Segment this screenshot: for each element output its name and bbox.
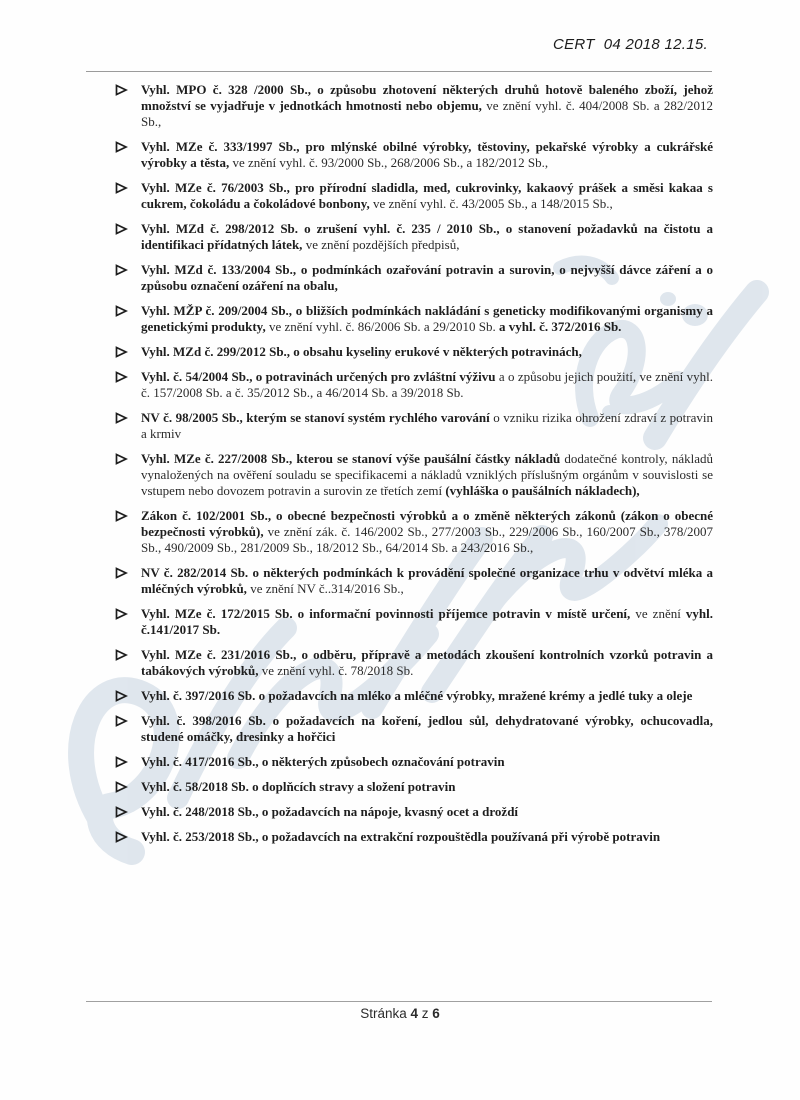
arrow-bullet-icon xyxy=(115,264,128,276)
arrow-bullet-icon xyxy=(115,453,128,465)
list-item xyxy=(95,508,713,556)
arrow-bullet-icon xyxy=(115,831,128,843)
header-doc-reference: CERT 04 2018 12.15. xyxy=(553,36,708,53)
text-run: Vyhl. č. 398/2016 Sb. o požadavcích na koření, jedlou sůl, dehydratované výrobky, ochucovadla, studené omáčky, dresinky a hořčici xyxy=(141,713,713,744)
text-run: Vyhl. č. 417/2016 Sb., o některých způsobech označování potravin xyxy=(141,754,505,769)
list-item xyxy=(95,754,713,770)
arrow-bullet-icon xyxy=(115,756,128,768)
text-run: Vyhl. MZd č. 299/2012 Sb., o obsahu kyseliny erukové v některých potravinách, xyxy=(141,344,582,359)
text-run: ve znění vyhl. č. 43/2005 Sb., a 148/2015 Sb., xyxy=(369,196,613,211)
text-run: ve znění zák. č. 146/2002 Sb., 277/2003 Sb., 229/2006 Sb., 160/2007 Sb., 378/2007 Sb., 490/2009 Sb., 281/2009 Sb., 18/2012 Sb., 64/2014 Sb. a 243/2016 Sb., xyxy=(141,524,713,555)
text-run: ve znění NV č..314/2016 Sb., xyxy=(246,581,404,596)
footer-label: Stránka xyxy=(360,1006,411,1021)
list-item xyxy=(95,779,713,795)
arrow-bullet-icon xyxy=(115,346,128,358)
text-run: Vyhl. MZd č. 298/2012 Sb. o zrušení vyhl. č. 235 / 2010 Sb., o stanovení požadavků na čistotu a identifikaci přídatných látek, xyxy=(141,221,713,252)
text-run: Zákon č. 102/2001 Sb., o obecné bezpečnosti výrobků a o změně některých zákonů (zákon o obecné bezpečnosti výrobků), xyxy=(141,508,713,539)
text-run: a o způsobu jejich použití, ve znění vyhl. č. 157/2008 Sb. a č. 35/2012 Sb., a 46/2014 Sb. a 39/2018 Sb. xyxy=(141,369,713,400)
text-run: a vyhl. č. 372/2016 Sb. xyxy=(498,319,622,334)
arrow-bullet-icon xyxy=(115,608,128,620)
list-item xyxy=(95,804,713,820)
list-item xyxy=(95,344,713,360)
arrow-bullet-icon xyxy=(115,141,128,153)
arrow-bullet-icon xyxy=(115,182,128,194)
arrow-bullet-icon xyxy=(115,567,128,579)
text-run: Vyhl. MZd č. 133/2004 Sb., o podmínkách ozařování potravin a surovin, o nejvyšší dávce záření a o způsobu označení ozáření na obalu, xyxy=(141,262,713,293)
list-item xyxy=(95,221,713,253)
arrow-bullet-icon xyxy=(115,715,128,727)
list-item xyxy=(95,139,713,171)
text-run: Vyhl. MZe č. 76/2003 Sb., pro přírodní sladidla, med, cukrovinky, kakaový prášek a směsi kakaa s cukrem, čokoládu a čokoládové bonbony, xyxy=(141,180,713,211)
arrow-bullet-icon xyxy=(115,690,128,702)
text-run: ve znění vyhl. č. 78/2018 Sb. xyxy=(258,663,414,678)
list-item xyxy=(95,303,713,335)
list-item xyxy=(95,713,713,745)
text-run: Vyhl. č. 253/2018 Sb., o požadavcích na extrakční rozpouštědla používaná při výrobě potravin xyxy=(141,829,661,844)
list-item xyxy=(95,647,713,679)
list-item xyxy=(95,688,713,704)
list-item xyxy=(95,82,713,130)
footer-current-page: 4 xyxy=(410,1006,418,1021)
text-run: Vyhl. MŽP č. 209/2004 Sb., o bližších podmínkách nakládání s geneticky modifikovanými organismy a genetickými produkty, xyxy=(141,303,713,334)
text-run: dodatečné kontroly, nákladů vynaložených na ověření souladu se specifikacemi a nákladů vzniklých příslušným orgánům v souvislosti se vstupem nebo dovozem potravin a surovin ze třetích zemí xyxy=(141,451,713,498)
text-run: Vyhl. č. 248/2018 Sb., o požadavcích na nápoje, kvasný ocet a droždí xyxy=(141,804,519,819)
text-run: Vyhl. MZe č. 227/2008 Sb., kterou se stanoví výše paušální částky nákladů xyxy=(141,451,561,466)
list-item xyxy=(95,606,713,638)
text-run: Vyhl. MPO č. 328 /2000 Sb., o způsobu zhotovení některých druhů hotově baleného zboží, jehož množství se vyjadřuje v jednotkách hmotnosti nebo objemu, xyxy=(141,82,713,113)
text-run: Vyhl. MZe č. 333/1997 Sb., pro mlýnské obilné výrobky, těstoviny, pekařské výrobky a cukrářské výrobky a těsta, xyxy=(141,139,713,170)
text-run: vyhl. č.141/2017 Sb. xyxy=(141,606,713,637)
decree-list xyxy=(95,82,713,854)
arrow-bullet-icon xyxy=(115,781,128,793)
text-run: Vyhl. č. 54/2004 Sb., o potravinách určených pro zvláštní výživu xyxy=(141,369,496,384)
arrow-bullet-icon xyxy=(115,84,128,96)
list-item xyxy=(95,369,713,401)
text-run: ve znění xyxy=(630,606,686,621)
arrow-bullet-icon xyxy=(115,371,128,383)
list-item xyxy=(95,262,713,294)
text-run: Vyhl. MZe č. 172/2015 Sb. o informační povinnosti příjemce potravin v místě určení, xyxy=(141,606,631,621)
text-run: Vyhl. č. 58/2018 Sb. o doplňcích stravy a složení potravin xyxy=(141,779,456,794)
arrow-bullet-icon xyxy=(115,305,128,317)
list-item xyxy=(95,180,713,212)
list-item xyxy=(95,565,713,597)
text-run: NV č. 282/2014 Sb. o některých podmínkách k provádění společné organizace trhu v odvětví mléka a mléčných výrobků, xyxy=(141,565,713,596)
text-run: ve znění pozdějších předpisů, xyxy=(302,237,460,252)
list-item xyxy=(95,451,713,499)
arrow-bullet-icon xyxy=(115,649,128,661)
text-run: (vyhláška o paušálních nákladech), xyxy=(445,483,640,498)
arrow-bullet-icon xyxy=(115,510,128,522)
arrow-bullet-icon xyxy=(115,412,128,424)
page-number-footer xyxy=(0,1006,800,1021)
footer-total-pages: 6 xyxy=(432,1006,440,1021)
text-run: o vzniku rizika ohrožení zdraví z potravin a krmiv xyxy=(141,410,713,441)
text-run: ve znění vyhl. č. 93/2000 Sb., 268/2006 Sb., a 182/2012 Sb., xyxy=(229,155,549,170)
list-item xyxy=(95,829,713,845)
arrow-bullet-icon xyxy=(115,223,128,235)
footer-separator: z xyxy=(418,1006,433,1021)
footer-divider-line xyxy=(86,1001,712,1002)
text-run: Vyhl. č. 397/2016 Sb. o požadavcích na mléko a mléčné výrobky, mražené krémy a jedlé tuky a oleje xyxy=(141,688,693,703)
text-run: Vyhl. MZe č. 231/2016 Sb., o odběru, přípravě a metodách zkoušení kontrolních vzorků potravin a tabákových výrobků, xyxy=(141,647,713,678)
arrow-bullet-icon xyxy=(115,806,128,818)
text-run: ve znění vyhl. č. 86/2006 Sb. a 29/2010 Sb. xyxy=(265,319,499,334)
header-divider-line xyxy=(86,71,712,72)
text-run: ve znění vyhl. č. 404/2008 Sb. a 282/2012 Sb., xyxy=(141,98,714,129)
text-run: NV č. 98/2005 Sb., kterým se stanoví systém rychlého varování xyxy=(141,410,490,425)
list-item xyxy=(95,410,713,442)
